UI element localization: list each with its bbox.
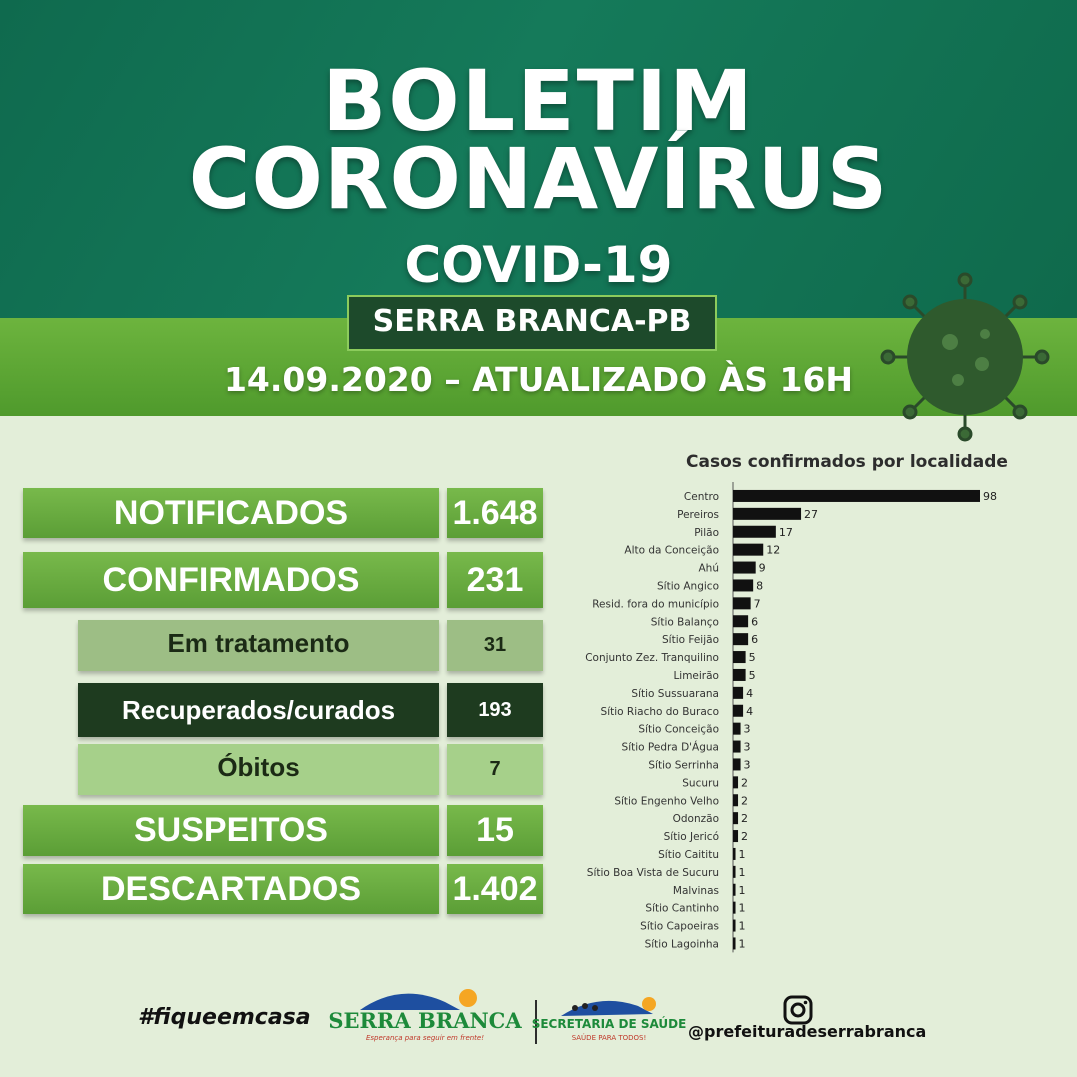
category-label: Sítio Balanço	[650, 616, 719, 629]
category-label: Sítio Cantinho	[645, 902, 719, 915]
data-label: 98	[983, 489, 997, 503]
category-label: Sítio Engenho Velho	[614, 795, 719, 808]
data-label: 2	[741, 794, 749, 808]
bar	[733, 508, 801, 520]
bar	[733, 633, 748, 645]
bar	[733, 723, 741, 735]
data-label: 6	[751, 633, 759, 647]
obitos-value: 7	[447, 744, 543, 795]
data-label: 2	[741, 830, 749, 844]
bar	[733, 794, 738, 806]
category-label: Sítio Lagoinha	[644, 938, 719, 951]
category-label: Odonzão	[672, 813, 719, 826]
category-label: Sítio Angico	[657, 580, 719, 593]
data-label: 1	[738, 901, 746, 915]
category-label: Ahú	[698, 562, 719, 575]
bar	[733, 597, 751, 609]
notificados-label: NOTIFICADOS	[23, 488, 439, 538]
data-label: 4	[746, 704, 754, 718]
category-label: Resid. fora do município	[592, 598, 719, 611]
instagram-icon	[783, 995, 813, 1025]
bar	[733, 705, 743, 717]
confirmados-value: 231	[447, 552, 543, 608]
data-label: 1	[738, 847, 746, 861]
category-label: Centro	[683, 490, 719, 503]
bar	[733, 776, 738, 788]
category-label: Sítio Caititu	[658, 848, 719, 861]
category-label: Sítio Boa Vista de Sucuru	[586, 866, 719, 879]
category-label: Sítio Feijão	[662, 634, 719, 647]
bar	[733, 884, 736, 896]
recuperados-value: 193	[447, 683, 543, 737]
secretaria-saude-logo	[531, 988, 687, 1046]
category-label: Sítio Jericó	[663, 831, 719, 844]
subtitle: COVID-19	[404, 236, 673, 294]
data-label: 2	[741, 776, 749, 790]
category-label: Alto da Conceição	[624, 544, 719, 557]
data-label: 1	[738, 865, 746, 879]
bar	[733, 866, 736, 878]
bar	[733, 812, 738, 824]
category-label: Sítio Serrinha	[648, 759, 719, 772]
category-label: Sítio Riacho do Buraco	[600, 705, 719, 718]
data-label: 6	[751, 615, 759, 629]
bar	[733, 526, 776, 538]
category-label: Sítio Capoeiras	[640, 920, 719, 933]
bar	[733, 741, 741, 753]
category-label: Limeirão	[673, 669, 719, 682]
recuperados-label: Recuperados/curados	[78, 683, 439, 737]
data-label: 4	[746, 686, 754, 700]
svg-text:SAÚDE PARA TODOS!: SAÚDE PARA TODOS!	[571, 1034, 647, 1042]
obitos-label: Óbitos	[78, 744, 439, 795]
bar	[733, 615, 748, 627]
em-tratamento-value: 31	[447, 620, 543, 671]
category-label: Sítio Conceição	[638, 723, 719, 736]
category-label: Malvinas	[672, 884, 719, 897]
hashtag: #fiqueemcasa	[138, 1005, 311, 1030]
data-label: 9	[758, 561, 766, 575]
em-tratamento-label: Em tratamento	[78, 620, 439, 671]
bar	[733, 937, 736, 949]
data-label: 3	[743, 722, 751, 736]
data-label: 12	[766, 543, 781, 557]
bar	[733, 490, 980, 502]
bar	[733, 830, 738, 842]
bar	[733, 544, 763, 556]
bar	[733, 758, 741, 770]
category-label: Conjunto Zez. Tranquilino	[585, 652, 719, 665]
bar	[733, 579, 753, 591]
data-label: 8	[756, 579, 764, 593]
category-label: Sítio Pedra D'Água	[621, 741, 719, 754]
data-label: 1	[738, 919, 746, 933]
instagram-handle: @prefeituradeserrabranca	[688, 1022, 927, 1041]
serra-branca-logo	[328, 980, 522, 1046]
data-label: 17	[778, 525, 793, 539]
data-label: 1	[738, 883, 746, 897]
descartados-label: DESCARTADOS	[23, 864, 439, 914]
category-label: Pereiros	[677, 508, 719, 521]
data-label: 5	[748, 651, 756, 665]
date-label: 14.09.2020 – ATUALIZADO ÀS 16H	[223, 360, 854, 399]
category-label: Sucuru	[682, 777, 719, 790]
city-label: SERRA BRANCA-PB	[347, 295, 717, 351]
bar	[733, 848, 736, 860]
data-label: 27	[804, 507, 819, 521]
data-label: 3	[743, 740, 751, 754]
data-label: 5	[748, 668, 756, 682]
svg-text:SERRA BRANCA: SERRA BRANCA	[328, 1008, 522, 1033]
title-line2: CORONAVÍRUS	[188, 130, 889, 228]
suspeitos-value: 15	[447, 805, 543, 856]
chart-title: Casos confirmados por localidade	[686, 452, 1008, 472]
confirmados-label: CONFIRMADOS	[23, 552, 439, 608]
svg-text:Esperança para seguir em frent: Esperança para seguir em frente!	[365, 1034, 485, 1042]
data-label: 3	[743, 758, 751, 772]
title-line1: BOLETIM	[322, 52, 755, 150]
data-label: 1	[738, 937, 746, 951]
data-label: 7	[753, 597, 761, 611]
bar	[733, 902, 736, 914]
suspeitos-label: SUSPEITOS	[23, 805, 439, 856]
notificados-value: 1.648	[447, 488, 543, 538]
bar	[733, 562, 756, 574]
svg-text:SECRETARIA DE SAÚDE: SECRETARIA DE SAÚDE	[531, 1017, 687, 1031]
bar-chart	[560, 480, 1040, 950]
bar	[733, 920, 736, 932]
bar	[733, 651, 746, 663]
descartados-value: 1.402	[447, 864, 543, 914]
category-label: Pilão	[694, 526, 719, 539]
category-label: Sítio Sussuarana	[631, 687, 719, 700]
virus-icon	[880, 272, 1050, 442]
bar	[733, 687, 743, 699]
bar	[733, 669, 746, 681]
data-label: 2	[741, 812, 749, 826]
